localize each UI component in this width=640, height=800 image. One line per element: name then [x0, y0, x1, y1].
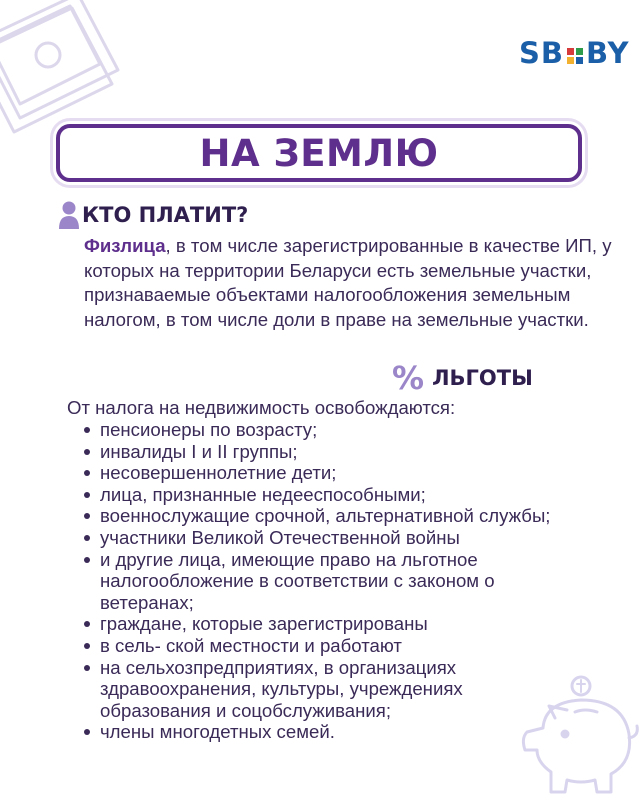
benefits-intro: От налога на недвижимость освобождаются: [67, 397, 456, 418]
who-pays-lead: Физлица [84, 235, 166, 256]
who-pays-heading [58, 200, 248, 230]
person-icon [58, 200, 80, 230]
list-item: и другие лица, имеющие право на льготное налогообложение в соответствии с законом о ветеранах; [82, 549, 562, 614]
title-box [56, 124, 582, 182]
who-pays-text [84, 234, 629, 332]
list-item: несовершеннолетние дети; [82, 462, 562, 484]
list-item: инвалиды I и II группы; [82, 441, 562, 463]
who-pays-title: КТО ПЛАТИТ? [82, 203, 249, 227]
sb-by-logo: SB BY [519, 36, 630, 70]
percent-icon: % [392, 359, 425, 397]
list-item: граждане, которые зарегистрированы [82, 613, 562, 635]
logo-squares [567, 48, 583, 64]
list-item: участники Великой Отечественной войны [82, 527, 562, 549]
benefits-list [82, 419, 562, 743]
money-illustration [0, 0, 150, 140]
who-pays-body: , в том числе зарегистрированные в качестве ИП, у которых на территории Беларуси есть земельные участки, признаваемые объектами налогообложения земельным налогом, в том числе доли в праве на земельные участки. [84, 235, 612, 330]
list-item: члены многодетных семей. [82, 721, 562, 743]
page-title: НА ЗЕМЛЮ [199, 131, 439, 175]
benefits-title: ЛЬГОТЫ [432, 366, 533, 390]
list-item: военнослужащие срочной, альтернативной службы; [82, 505, 562, 527]
list-item: пенсионеры по возрасту; [82, 419, 562, 441]
list-item: в сель- ской местности и работают [82, 635, 562, 657]
list-item: лица, признанные недееспособными; [82, 484, 562, 506]
benefits-heading [392, 359, 533, 397]
list-item: на сельхозпредприятиях, в организациях здравоохранения, культуры, учреждениях образования и соцобслуживания; [82, 657, 562, 722]
